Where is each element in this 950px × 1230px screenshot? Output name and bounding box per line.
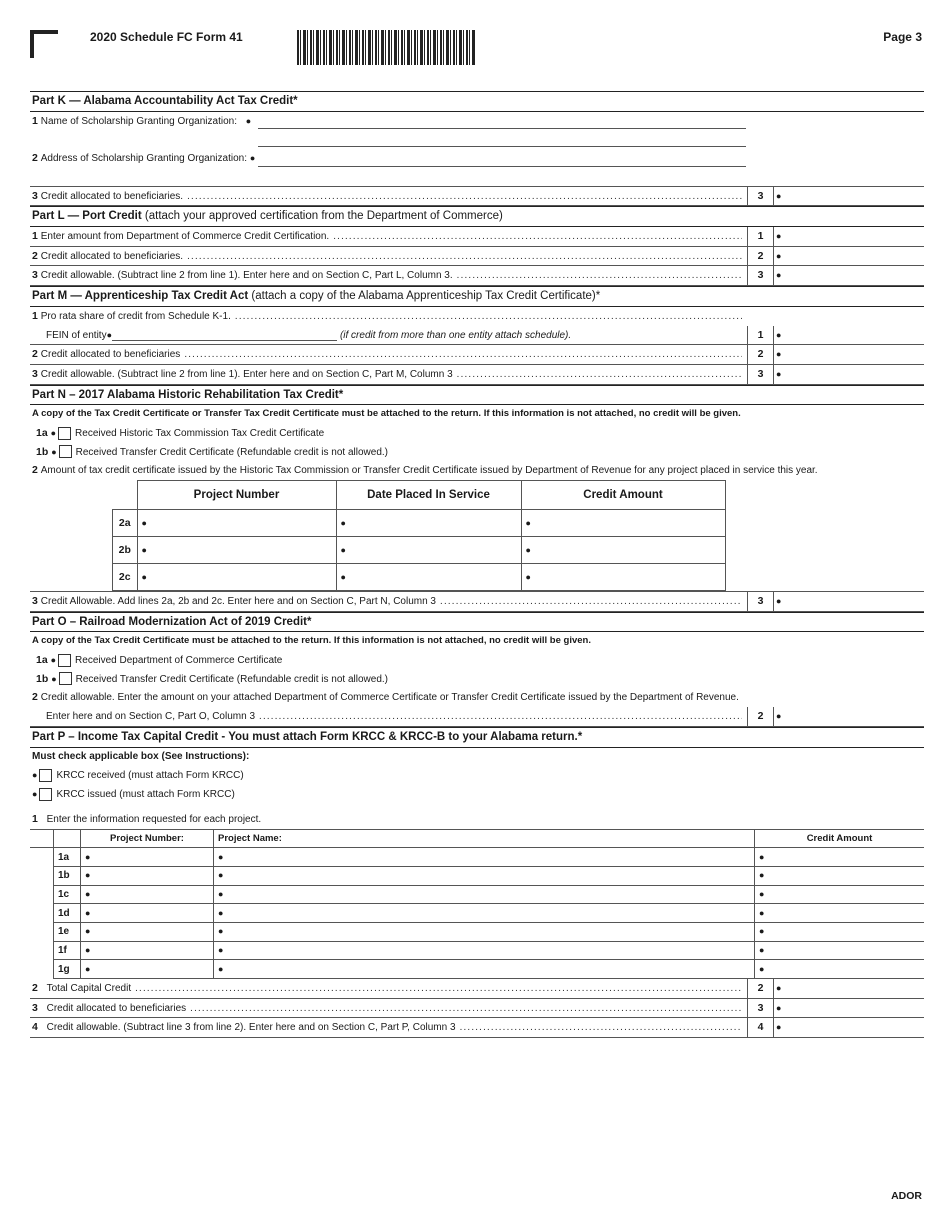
m-line1-amount[interactable] xyxy=(776,326,781,345)
o-line2-amount[interactable] xyxy=(776,707,781,726)
table-row: 1d ● ● ● xyxy=(30,904,924,923)
part-p-issued: ● KRCC issued (must attach Form KRCC) xyxy=(30,785,924,804)
part-p-line4: 4 Credit allowable. (Subtract line 3 from line 2). Enter here and on Section C, Part P, Column 3 ..... 4 ● xyxy=(30,1018,924,1038)
capital-projects-table: Project Number: Project Name: Credit Amount 1a ● ● ● 1b ● ● ● 1c ● ● ● 1d ● ● ● 1e ● ● ● 1f ● ● ● 1g ● ● ● xyxy=(30,829,924,980)
part-k-line1: 1 Name of Scholarship Granting Organization: ● xyxy=(30,112,924,134)
part-n-table-wrap xyxy=(30,480,924,591)
part-o-line2a: 2 Credit allowable. Enter the amount on your attached Department of Commerce Certificate or Transfer Credit Certificate issued by the Department of Revenue. xyxy=(32,691,739,704)
commerce-certificate-checkbox[interactable] xyxy=(58,654,71,667)
part-k-spacer2 xyxy=(30,171,924,186)
part-m-line1: 1 Pro rata share of credit from Schedule K-1. ..... xyxy=(30,307,924,326)
fein-input[interactable] xyxy=(112,328,337,341)
table-row: 1a ● ● ● xyxy=(30,848,924,867)
part-n-warning: A copy of the Tax Credit Certificate or Transfer Tax Credit Certificate must be attached to the return. If this information is not attached, no credit will be given. xyxy=(32,408,741,420)
part-o-warning: A copy of the Tax Credit Certificate must be attached to the return. If this information is not attached, no credit will be given. xyxy=(32,635,591,647)
historic-certificate-checkbox[interactable] xyxy=(58,427,71,440)
part-l-title: Part L — Port Credit (attach your approved certification from the Department of Commerce) xyxy=(30,206,924,227)
table-row: 1c ● ● ● xyxy=(30,885,924,904)
part-l-line2: 2 Credit allocated to beneficiaries. ..... 2 ● xyxy=(30,247,924,267)
part-n-line3: 3 Credit Allowable. Add lines 2a, 2b and 2c. Enter here and on Section C, Part N, Column 3 ..... 3 ● xyxy=(30,591,924,612)
table-row: 1g ● ● ● xyxy=(30,960,924,979)
m-line3-amount[interactable] xyxy=(776,365,781,384)
part-o-1a: 1a ● Received Department of Commerce Certificate xyxy=(30,651,924,670)
krcc-issued-checkbox[interactable] xyxy=(39,788,52,801)
l-line1-amount[interactable] xyxy=(776,227,781,246)
krcc-received-checkbox[interactable] xyxy=(39,769,52,782)
part-p-must-check: Must check applicable box (See Instructions): xyxy=(32,750,250,762)
table-row: 2a ● ● ● xyxy=(113,510,726,537)
part-p-received: ● KRCC received (must attach Form KRCC) xyxy=(30,766,924,785)
footer-agency: ADOR xyxy=(891,1190,922,1202)
railroad-transfer-checkbox[interactable] xyxy=(59,672,72,685)
part-o-1b: 1b ● Received Transfer Credit Certificate (Refundable credit is not allowed.) xyxy=(30,670,924,689)
part-m-line3: 3 Credit allowable. (Subtract line 2 from line 1). Enter here and on Section C, Part M, Column 3 ..... 3 ● xyxy=(30,365,924,385)
n-line3-amount[interactable] xyxy=(776,592,781,611)
part-n-1a: 1a ● Received Historic Tax Commission Tax Credit Certificate xyxy=(30,424,924,443)
part-m-title: Part M — Apprenticeship Tax Credit Act (attach a copy of the Alabama Apprenticeship Tax Credit Certificate)* xyxy=(30,286,924,307)
part-o-line2b: Enter here and on Section C, Part O, Column 3 ..... 2 ● xyxy=(30,707,924,727)
historic-projects-table: Project Number Date Placed In Service Credit Amount 2a ● ● ● 2b ● ● ● 2c ● ● ● xyxy=(112,480,726,591)
l-line3-amount[interactable] xyxy=(776,266,781,285)
p-line3-amount[interactable] xyxy=(776,999,781,1018)
part-k-title: Part K — Alabama Accountability Act Tax Credit* xyxy=(30,91,924,112)
part-l-line1: 1 Enter amount from Department of Commerce Credit Certification. ..... 1 ● xyxy=(30,227,924,247)
sgo-name-input-2[interactable] xyxy=(258,146,746,147)
sgo-address-input[interactable] xyxy=(258,166,746,167)
form-body xyxy=(30,91,924,1038)
sgo-name-input[interactable] xyxy=(258,128,746,129)
part-m-line2: 2 Credit allocated to beneficiaries ..... 2 ● xyxy=(30,345,924,365)
table-row: 1e ● ● ● xyxy=(30,923,924,942)
p-line2-amount[interactable] xyxy=(776,979,781,998)
table-row: 1b ● ● ● xyxy=(30,866,924,885)
p-line4-amount[interactable] xyxy=(776,1018,781,1037)
historic-transfer-checkbox[interactable] xyxy=(59,445,72,458)
form-title: 2020 Schedule FC Form 41 xyxy=(90,30,243,44)
m-line2-amount[interactable] xyxy=(776,345,781,364)
part-p-title: Part P – Income Tax Capital Credit - You must attach Form KRCC & KRCC-B to your Alabama return.* xyxy=(30,727,924,748)
part-o-title: Part O – Railroad Modernization Act of 2019 Credit* xyxy=(30,612,924,633)
part-m-fein: FEIN of entity● (if credit from more than one entity attach schedule). 1 ● xyxy=(30,326,924,346)
table-row: 2c ● ● ● xyxy=(113,564,726,591)
page-number: Page 3 xyxy=(883,30,922,44)
part-n-1b: 1b ● Received Transfer Credit Certificate (Refundable credit is not allowed.) xyxy=(30,443,924,462)
table-row: 2b ● ● ● xyxy=(113,537,726,564)
part-l-line3: 3 Credit allowable. (Subtract line 2 from line 1). Enter here and on Section C, Part L, Column 3. ..... 3 ● xyxy=(30,266,924,286)
table-row: 1f ● ● ● xyxy=(30,941,924,960)
part-k-line2: 2 Address of Scholarship Granting Organization: ● xyxy=(30,149,924,171)
part-n-line2: 2 Amount of tax credit certificate issued by the Historic Tax Commission or Transfer Credit Certificate issued by Department of Revenue for any project placed in service this year. xyxy=(32,464,818,477)
part-k-spacer xyxy=(30,134,924,149)
part-p-line1: 1 Enter the information requested for each project. xyxy=(32,812,262,825)
part-k-line3: 3 Credit allocated to beneficiaries. ..... 3 ● xyxy=(30,186,924,207)
part-p-line3: 3 Credit allocated to beneficiaries ..... 3 ● xyxy=(30,999,924,1019)
k-line3-amount[interactable] xyxy=(776,187,781,206)
corner-mark xyxy=(30,30,58,58)
barcode xyxy=(297,30,475,65)
part-n-title: Part N – 2017 Alabama Historic Rehabilitation Tax Credit* xyxy=(30,385,924,406)
l-line2-amount[interactable] xyxy=(776,247,781,266)
part-p-line2: 2 Total Capital Credit ..... 2 ● xyxy=(30,979,924,999)
